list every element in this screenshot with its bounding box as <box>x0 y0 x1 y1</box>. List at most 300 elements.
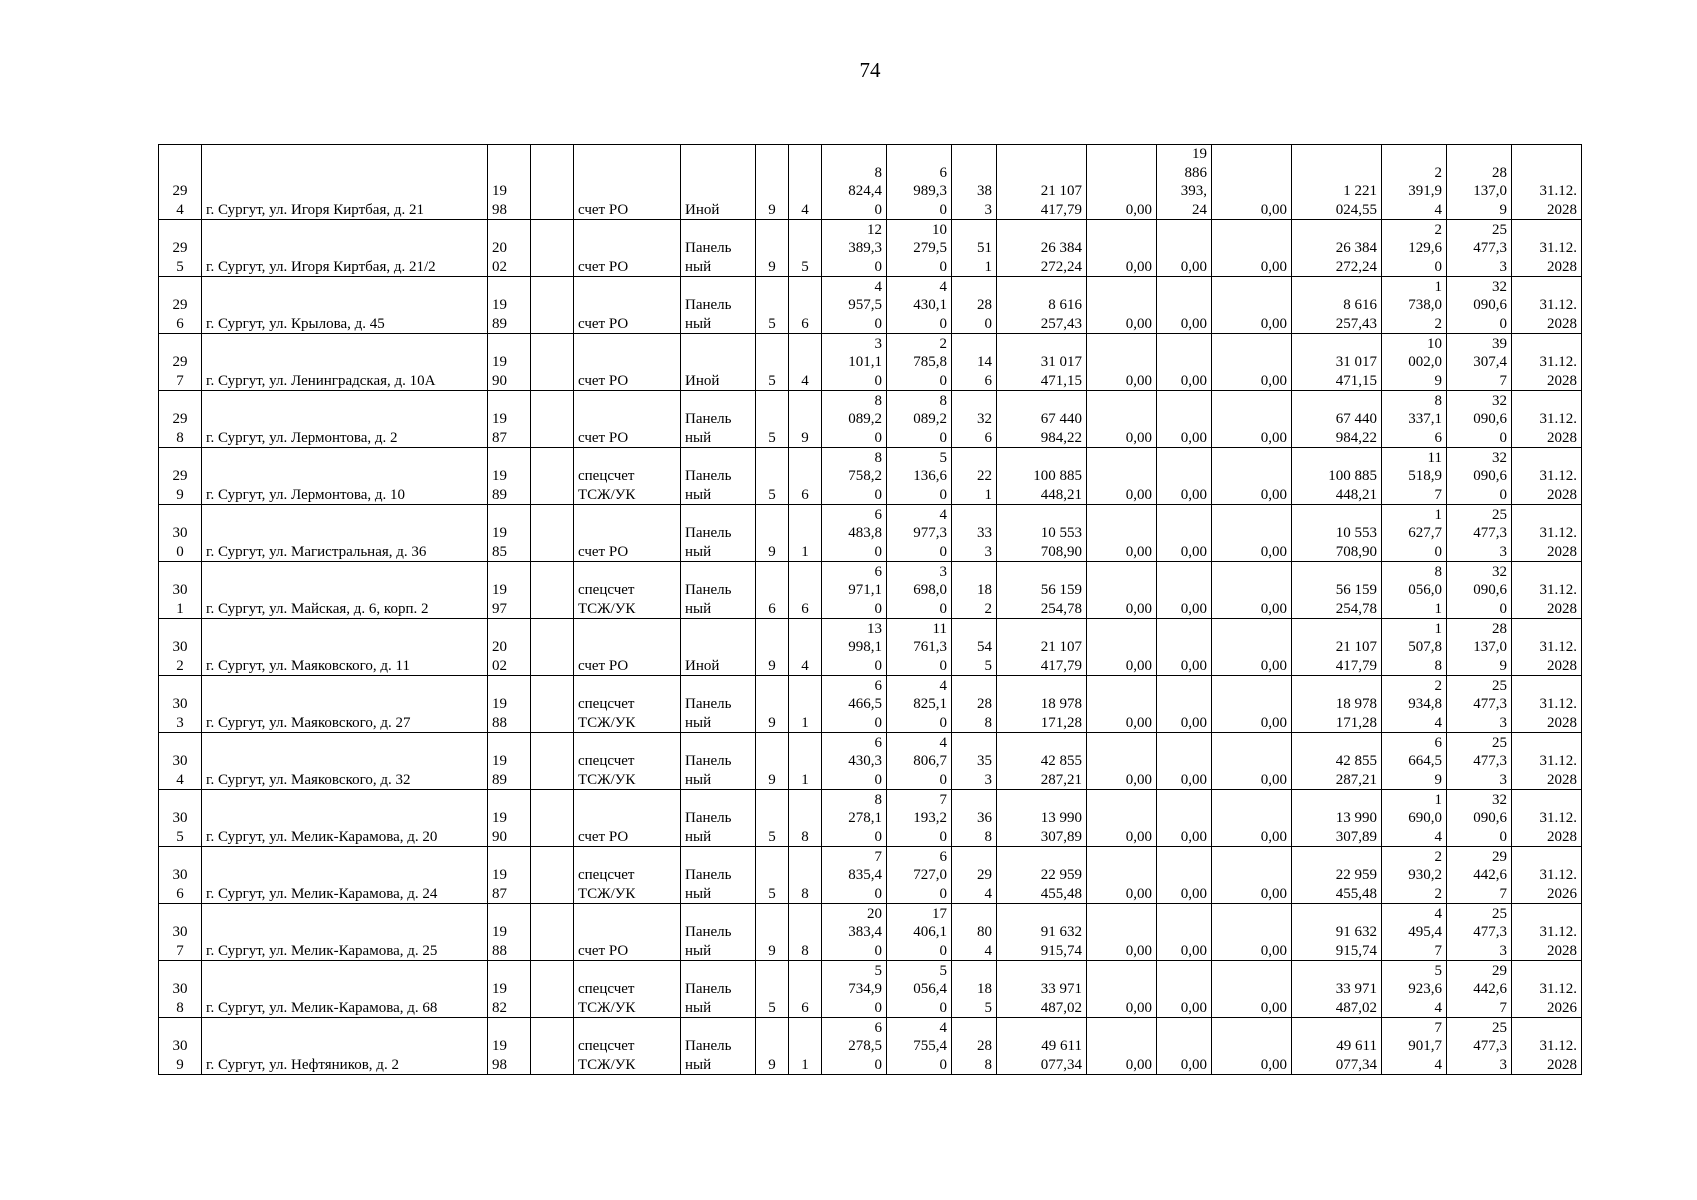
limit-cost-cell: 25 477,3 3 <box>1447 505 1512 562</box>
floors-cell: 5 <box>756 790 789 847</box>
year-cell: 19 90 <box>488 334 531 391</box>
specific-cost-cell: 1 627,7 0 <box>1382 505 1447 562</box>
table-row <box>159 847 1582 904</box>
total-area-cell: 7 835,4 0 <box>822 847 887 904</box>
floors-cell: 9 <box>756 1018 789 1075</box>
owners-fund-cell: 33 971 487,02 <box>1292 961 1382 1018</box>
fund-cell: 0,00 <box>1087 961 1157 1018</box>
table-row <box>159 448 1582 505</box>
living-area-cell: 5 136,6 0 <box>887 448 952 505</box>
total-area-cell: 8 089,2 0 <box>822 391 887 448</box>
fund-cell: 0,00 <box>1212 733 1292 790</box>
housing-registry-table <box>158 144 1582 1075</box>
wall-material-cell: Панель ный <box>681 505 756 562</box>
fund-cell: 0,00 <box>1087 505 1157 562</box>
row-number-cell: 29 6 <box>159 277 202 334</box>
wall-material-cell: Панель ный <box>681 904 756 961</box>
limit-cost-cell: 32 090,6 0 <box>1447 790 1512 847</box>
year-cell: 19 88 <box>488 904 531 961</box>
account-type-cell: счет РО <box>574 334 681 391</box>
account-type-cell: спецсчет ТСЖ/УК <box>574 961 681 1018</box>
limit-cost-cell: 25 477,3 3 <box>1447 904 1512 961</box>
limit-cost-cell: 32 090,6 0 <box>1447 448 1512 505</box>
fund-cell: 0,00 <box>1087 790 1157 847</box>
fund-cell: 0,00 <box>1212 562 1292 619</box>
specific-cost-cell: 2 129,6 0 <box>1382 220 1447 277</box>
total-cost-cell: 8 616 257,43 <box>997 277 1087 334</box>
living-area-cell: 17 406,1 0 <box>887 904 952 961</box>
entrances-cell: 6 <box>789 277 822 334</box>
floors-cell: 5 <box>756 277 789 334</box>
wall-material-cell: Панель ный <box>681 847 756 904</box>
row-number-cell: 30 4 <box>159 733 202 790</box>
owners-fund-cell: 10 553 708,90 <box>1292 505 1382 562</box>
table-row <box>159 961 1582 1018</box>
year-cell: 19 97 <box>488 562 531 619</box>
fund-cell: 0,00 <box>1157 790 1212 847</box>
total-area-cell: 5 734,9 0 <box>822 961 887 1018</box>
account-type-cell: спецсчет ТСЖ/УК <box>574 733 681 790</box>
owners-fund-cell: 22 959 455,48 <box>1292 847 1382 904</box>
specific-cost-cell: 7 901,7 4 <box>1382 1018 1447 1075</box>
fund-cell: 0,00 <box>1157 505 1212 562</box>
deadline-cell: 31.12. 2028 <box>1512 733 1582 790</box>
limit-cost-cell: 32 090,6 0 <box>1447 391 1512 448</box>
limit-cost-cell: 25 477,3 3 <box>1447 1018 1512 1075</box>
specific-cost-cell: 4 495,4 7 <box>1382 904 1447 961</box>
specific-cost-cell: 1 507,8 8 <box>1382 619 1447 676</box>
total-cost-cell: 18 978 171,28 <box>997 676 1087 733</box>
table-row <box>159 676 1582 733</box>
total-cost-cell: 22 959 455,48 <box>997 847 1087 904</box>
row-number-cell: 30 1 <box>159 562 202 619</box>
row-number-cell: 29 8 <box>159 391 202 448</box>
residents-cell: 36 8 <box>952 790 997 847</box>
address-cell: г. Сургут, ул. Мелик-Карамова, д. 68 <box>202 961 488 1018</box>
fund-cell: 0,00 <box>1087 1018 1157 1075</box>
deadline-cell: 31.12. 2028 <box>1512 220 1582 277</box>
total-cost-cell: 21 107 417,79 <box>997 619 1087 676</box>
account-type-cell: счет РО <box>574 904 681 961</box>
address-cell: г. Сургут, ул. Игоря Киртбая, д. 21/2 <box>202 220 488 277</box>
specific-cost-cell: 2 391,9 4 <box>1382 145 1447 220</box>
table-row <box>159 733 1582 790</box>
fund-cell: 0,00 <box>1157 733 1212 790</box>
fund-cell: 0,00 <box>1212 619 1292 676</box>
living-area-cell: 10 279,5 0 <box>887 220 952 277</box>
fund-cell: 0,00 <box>1212 448 1292 505</box>
living-area-cell: 6 727,0 0 <box>887 847 952 904</box>
account-type-cell: счет РО <box>574 145 681 220</box>
fund-cell: 0,00 <box>1157 562 1212 619</box>
account-type-cell: счет РО <box>574 391 681 448</box>
entrances-cell: 1 <box>789 676 822 733</box>
floors-cell: 9 <box>756 904 789 961</box>
year-cell: 19 98 <box>488 145 531 220</box>
fund-cell: 0,00 <box>1212 391 1292 448</box>
owners-fund-cell: 67 440 984,22 <box>1292 391 1382 448</box>
table-row <box>159 619 1582 676</box>
wall-material-cell: Панель ный <box>681 277 756 334</box>
total-cost-cell: 33 971 487,02 <box>997 961 1087 1018</box>
wall-material-cell: Панель ный <box>681 391 756 448</box>
wall-material-cell: Панель ный <box>681 220 756 277</box>
empty-cell <box>531 1018 574 1075</box>
total-cost-cell: 56 159 254,78 <box>997 562 1087 619</box>
deadline-cell: 31.12. 2028 <box>1512 619 1582 676</box>
total-cost-cell: 49 611 077,34 <box>997 1018 1087 1075</box>
floors-cell: 5 <box>756 448 789 505</box>
empty-cell <box>531 619 574 676</box>
deadline-cell: 31.12. 2028 <box>1512 1018 1582 1075</box>
account-type-cell: счет РО <box>574 220 681 277</box>
year-cell: 19 89 <box>488 448 531 505</box>
limit-cost-cell: 39 307,4 7 <box>1447 334 1512 391</box>
total-area-cell: 6 278,5 0 <box>822 1018 887 1075</box>
table-row <box>159 505 1582 562</box>
limit-cost-cell: 32 090,6 0 <box>1447 277 1512 334</box>
fund-cell: 0,00 <box>1212 220 1292 277</box>
entrances-cell: 6 <box>789 562 822 619</box>
year-cell: 19 85 <box>488 505 531 562</box>
empty-cell <box>531 904 574 961</box>
year-cell: 19 90 <box>488 790 531 847</box>
residents-cell: 80 4 <box>952 904 997 961</box>
floors-cell: 9 <box>756 619 789 676</box>
empty-cell <box>531 391 574 448</box>
table-row <box>159 904 1582 961</box>
living-area-cell: 4 755,4 0 <box>887 1018 952 1075</box>
empty-cell <box>531 145 574 220</box>
row-number-cell: 30 5 <box>159 790 202 847</box>
entrances-cell: 8 <box>789 790 822 847</box>
empty-cell <box>531 505 574 562</box>
owners-fund-cell: 8 616 257,43 <box>1292 277 1382 334</box>
address-cell: г. Сургут, ул. Лермонтова, д. 10 <box>202 448 488 505</box>
year-cell: 19 89 <box>488 733 531 790</box>
row-number-cell: 30 9 <box>159 1018 202 1075</box>
table-row <box>159 562 1582 619</box>
fund-cell: 0,00 <box>1087 145 1157 220</box>
total-area-cell: 3 101,1 0 <box>822 334 887 391</box>
floors-cell: 5 <box>756 961 789 1018</box>
entrances-cell: 9 <box>789 391 822 448</box>
floors-cell: 9 <box>756 505 789 562</box>
address-cell: г. Сургут, ул. Маяковского, д. 27 <box>202 676 488 733</box>
fund-cell: 0,00 <box>1157 619 1212 676</box>
living-area-cell: 11 761,3 0 <box>887 619 952 676</box>
floors-cell: 9 <box>756 220 789 277</box>
deadline-cell: 31.12. 2028 <box>1512 904 1582 961</box>
limit-cost-cell: 25 477,3 3 <box>1447 733 1512 790</box>
account-type-cell: счет РО <box>574 277 681 334</box>
living-area-cell: 7 193,2 0 <box>887 790 952 847</box>
fund-cell: 0,00 <box>1087 277 1157 334</box>
year-cell: 19 87 <box>488 391 531 448</box>
row-number-cell: 29 7 <box>159 334 202 391</box>
fund-cell: 0,00 <box>1212 904 1292 961</box>
table-row <box>159 277 1582 334</box>
floors-cell: 5 <box>756 334 789 391</box>
residents-cell: 18 2 <box>952 562 997 619</box>
deadline-cell: 31.12. 2026 <box>1512 961 1582 1018</box>
residents-cell: 32 6 <box>952 391 997 448</box>
fund-cell: 0,00 <box>1157 391 1212 448</box>
fund-cell: 0,00 <box>1157 904 1212 961</box>
deadline-cell: 31.12. 2028 <box>1512 676 1582 733</box>
floors-cell: 9 <box>756 145 789 220</box>
empty-cell <box>531 220 574 277</box>
limit-cost-cell: 32 090,6 0 <box>1447 562 1512 619</box>
fund-cell: 0,00 <box>1212 505 1292 562</box>
entrances-cell: 4 <box>789 145 822 220</box>
fund-cell: 0,00 <box>1212 790 1292 847</box>
total-area-cell: 20 383,4 0 <box>822 904 887 961</box>
year-cell: 19 82 <box>488 961 531 1018</box>
table-row <box>159 1018 1582 1075</box>
living-area-cell: 8 089,2 0 <box>887 391 952 448</box>
address-cell: г. Сургут, ул. Нефтяников, д. 2 <box>202 1018 488 1075</box>
residents-cell: 33 3 <box>952 505 997 562</box>
fund-cell: 0,00 <box>1157 961 1212 1018</box>
total-area-cell: 8 758,2 0 <box>822 448 887 505</box>
total-cost-cell: 67 440 984,22 <box>997 391 1087 448</box>
residents-cell: 18 5 <box>952 961 997 1018</box>
entrances-cell: 1 <box>789 505 822 562</box>
living-area-cell: 6 989,3 0 <box>887 145 952 220</box>
address-cell: г. Сургут, ул. Крылова, д. 45 <box>202 277 488 334</box>
year-cell: 19 88 <box>488 676 531 733</box>
deadline-cell: 31.12. 2028 <box>1512 145 1582 220</box>
table-row <box>159 220 1582 277</box>
fund-cell: 0,00 <box>1212 1018 1292 1075</box>
fund-cell: 0,00 <box>1087 733 1157 790</box>
owners-fund-cell: 18 978 171,28 <box>1292 676 1382 733</box>
specific-cost-cell: 1 738,0 2 <box>1382 277 1447 334</box>
fund-cell: 0,00 <box>1087 448 1157 505</box>
row-number-cell: 30 3 <box>159 676 202 733</box>
fund-cell: 0,00 <box>1157 1018 1212 1075</box>
fund-cell: 0,00 <box>1212 277 1292 334</box>
fund-cell: 0,00 <box>1212 847 1292 904</box>
total-area-cell: 8 824,4 0 <box>822 145 887 220</box>
total-cost-cell: 42 855 287,21 <box>997 733 1087 790</box>
empty-cell <box>531 277 574 334</box>
specific-cost-cell: 10 002,0 9 <box>1382 334 1447 391</box>
owners-fund-cell: 21 107 417,79 <box>1292 619 1382 676</box>
account-type-cell: спецсчет ТСЖ/УК <box>574 562 681 619</box>
address-cell: г. Сургут, ул. Мелик-Карамова, д. 24 <box>202 847 488 904</box>
owners-fund-cell: 42 855 287,21 <box>1292 733 1382 790</box>
wall-material-cell: Панель ный <box>681 448 756 505</box>
specific-cost-cell: 6 664,5 9 <box>1382 733 1447 790</box>
entrances-cell: 6 <box>789 448 822 505</box>
owners-fund-cell: 13 990 307,89 <box>1292 790 1382 847</box>
living-area-cell: 3 698,0 0 <box>887 562 952 619</box>
address-cell: г. Сургут, ул. Маяковского, д. 32 <box>202 733 488 790</box>
address-cell: г. Сургут, ул. Лермонтова, д. 2 <box>202 391 488 448</box>
year-cell: 19 89 <box>488 277 531 334</box>
residents-cell: 22 1 <box>952 448 997 505</box>
specific-cost-cell: 8 056,0 1 <box>1382 562 1447 619</box>
total-area-cell: 6 430,3 0 <box>822 733 887 790</box>
entrances-cell: 4 <box>789 619 822 676</box>
living-area-cell: 4 977,3 0 <box>887 505 952 562</box>
page-number: 74 <box>859 58 881 82</box>
fund-cell: 0,00 <box>1212 676 1292 733</box>
residents-cell: 29 4 <box>952 847 997 904</box>
account-type-cell: счет РО <box>574 505 681 562</box>
row-number-cell: 30 0 <box>159 505 202 562</box>
address-cell: г. Сургут, ул. Игоря Киртбая, д. 21 <box>202 145 488 220</box>
deadline-cell: 31.12. 2028 <box>1512 391 1582 448</box>
owners-fund-cell: 100 885 448,21 <box>1292 448 1382 505</box>
total-area-cell: 6 483,8 0 <box>822 505 887 562</box>
fund-cell: 0,00 <box>1212 334 1292 391</box>
limit-cost-cell: 29 442,6 7 <box>1447 847 1512 904</box>
entrances-cell: 1 <box>789 733 822 790</box>
wall-material-cell: Панель ный <box>681 733 756 790</box>
total-cost-cell: 21 107 417,79 <box>997 145 1087 220</box>
residents-cell: 54 5 <box>952 619 997 676</box>
total-area-cell: 6 971,1 0 <box>822 562 887 619</box>
owners-fund-cell: 91 632 915,74 <box>1292 904 1382 961</box>
fund-cell: 0,00 <box>1157 334 1212 391</box>
fund-cell: 0,00 <box>1087 847 1157 904</box>
wall-material-cell: Иной <box>681 334 756 391</box>
year-cell: 20 02 <box>488 220 531 277</box>
floors-cell: 9 <box>756 676 789 733</box>
empty-cell <box>531 961 574 1018</box>
fund-cell: 0,00 <box>1087 619 1157 676</box>
empty-cell <box>531 562 574 619</box>
empty-cell <box>531 448 574 505</box>
limit-cost-cell: 25 477,3 3 <box>1447 676 1512 733</box>
table-body <box>159 145 1582 1075</box>
entrances-cell: 8 <box>789 904 822 961</box>
entrances-cell: 5 <box>789 220 822 277</box>
specific-cost-cell: 8 337,1 6 <box>1382 391 1447 448</box>
wall-material-cell: Панель ный <box>681 562 756 619</box>
wall-material-cell: Панель ный <box>681 676 756 733</box>
fund-cell: 0,00 <box>1157 220 1212 277</box>
row-number-cell: 30 6 <box>159 847 202 904</box>
residents-cell: 35 3 <box>952 733 997 790</box>
wall-material-cell: Панель ный <box>681 790 756 847</box>
wall-material-cell: Панель ный <box>681 1018 756 1075</box>
year-cell: 20 02 <box>488 619 531 676</box>
fund-cell: 19 886 393, 24 <box>1157 145 1212 220</box>
entrances-cell: 6 <box>789 961 822 1018</box>
owners-fund-cell: 49 611 077,34 <box>1292 1018 1382 1075</box>
empty-cell <box>531 676 574 733</box>
address-cell: г. Сургут, ул. Ленинградская, д. 10А <box>202 334 488 391</box>
living-area-cell: 4 806,7 0 <box>887 733 952 790</box>
specific-cost-cell: 2 930,2 2 <box>1382 847 1447 904</box>
fund-cell: 0,00 <box>1087 391 1157 448</box>
owners-fund-cell: 1 221 024,55 <box>1292 145 1382 220</box>
row-number-cell: 29 5 <box>159 220 202 277</box>
total-cost-cell: 13 990 307,89 <box>997 790 1087 847</box>
row-number-cell: 30 8 <box>159 961 202 1018</box>
year-cell: 19 98 <box>488 1018 531 1075</box>
row-number-cell: 30 7 <box>159 904 202 961</box>
wall-material-cell: Иной <box>681 619 756 676</box>
residents-cell: 51 1 <box>952 220 997 277</box>
fund-cell: 0,00 <box>1087 562 1157 619</box>
owners-fund-cell: 56 159 254,78 <box>1292 562 1382 619</box>
wall-material-cell: Панель ный <box>681 961 756 1018</box>
limit-cost-cell: 29 442,6 7 <box>1447 961 1512 1018</box>
residents-cell: 28 8 <box>952 676 997 733</box>
living-area-cell: 4 430,1 0 <box>887 277 952 334</box>
table-row <box>159 145 1582 220</box>
living-area-cell: 4 825,1 0 <box>887 676 952 733</box>
address-cell: г. Сургут, ул. Мелик-Карамова, д. 25 <box>202 904 488 961</box>
empty-cell <box>531 334 574 391</box>
account-type-cell: спецсчет ТСЖ/УК <box>574 448 681 505</box>
address-cell: г. Сургут, ул. Мелик-Карамова, д. 20 <box>202 790 488 847</box>
total-cost-cell: 26 384 272,24 <box>997 220 1087 277</box>
total-area-cell: 4 957,5 0 <box>822 277 887 334</box>
deadline-cell: 31.12. 2028 <box>1512 562 1582 619</box>
table-row <box>159 391 1582 448</box>
residents-cell: 28 8 <box>952 1018 997 1075</box>
fund-cell: 0,00 <box>1157 277 1212 334</box>
limit-cost-cell: 28 137,0 9 <box>1447 145 1512 220</box>
fund-cell: 0,00 <box>1087 904 1157 961</box>
empty-cell <box>531 733 574 790</box>
entrances-cell: 8 <box>789 847 822 904</box>
total-area-cell: 12 389,3 0 <box>822 220 887 277</box>
floors-cell: 9 <box>756 733 789 790</box>
account-type-cell: спецсчет ТСЖ/УК <box>574 676 681 733</box>
fund-cell: 0,00 <box>1087 220 1157 277</box>
total-cost-cell: 100 885 448,21 <box>997 448 1087 505</box>
row-number-cell: 29 9 <box>159 448 202 505</box>
account-type-cell: спецсчет ТСЖ/УК <box>574 847 681 904</box>
owners-fund-cell: 31 017 471,15 <box>1292 334 1382 391</box>
specific-cost-cell: 5 923,6 4 <box>1382 961 1447 1018</box>
row-number-cell: 30 2 <box>159 619 202 676</box>
floors-cell: 5 <box>756 391 789 448</box>
total-cost-cell: 91 632 915,74 <box>997 904 1087 961</box>
residents-cell: 14 6 <box>952 334 997 391</box>
table-row <box>159 334 1582 391</box>
fund-cell: 0,00 <box>1087 334 1157 391</box>
fund-cell: 0,00 <box>1212 145 1292 220</box>
total-cost-cell: 10 553 708,90 <box>997 505 1087 562</box>
wall-material-cell: Иной <box>681 145 756 220</box>
living-area-cell: 2 785,8 0 <box>887 334 952 391</box>
total-area-cell: 6 466,5 0 <box>822 676 887 733</box>
table-row <box>159 790 1582 847</box>
address-cell: г. Сургут, ул. Маяковского, д. 11 <box>202 619 488 676</box>
floors-cell: 5 <box>756 847 789 904</box>
fund-cell: 0,00 <box>1087 676 1157 733</box>
deadline-cell: 31.12. 2028 <box>1512 505 1582 562</box>
entrances-cell: 4 <box>789 334 822 391</box>
empty-cell <box>531 790 574 847</box>
residents-cell: 28 0 <box>952 277 997 334</box>
specific-cost-cell: 11 518,9 7 <box>1382 448 1447 505</box>
year-cell: 19 87 <box>488 847 531 904</box>
row-number-cell: 29 4 <box>159 145 202 220</box>
account-type-cell: спецсчет ТСЖ/УК <box>574 1018 681 1075</box>
floors-cell: 6 <box>756 562 789 619</box>
fund-cell: 0,00 <box>1157 676 1212 733</box>
address-cell: г. Сургут, ул. Магистральная, д. 36 <box>202 505 488 562</box>
